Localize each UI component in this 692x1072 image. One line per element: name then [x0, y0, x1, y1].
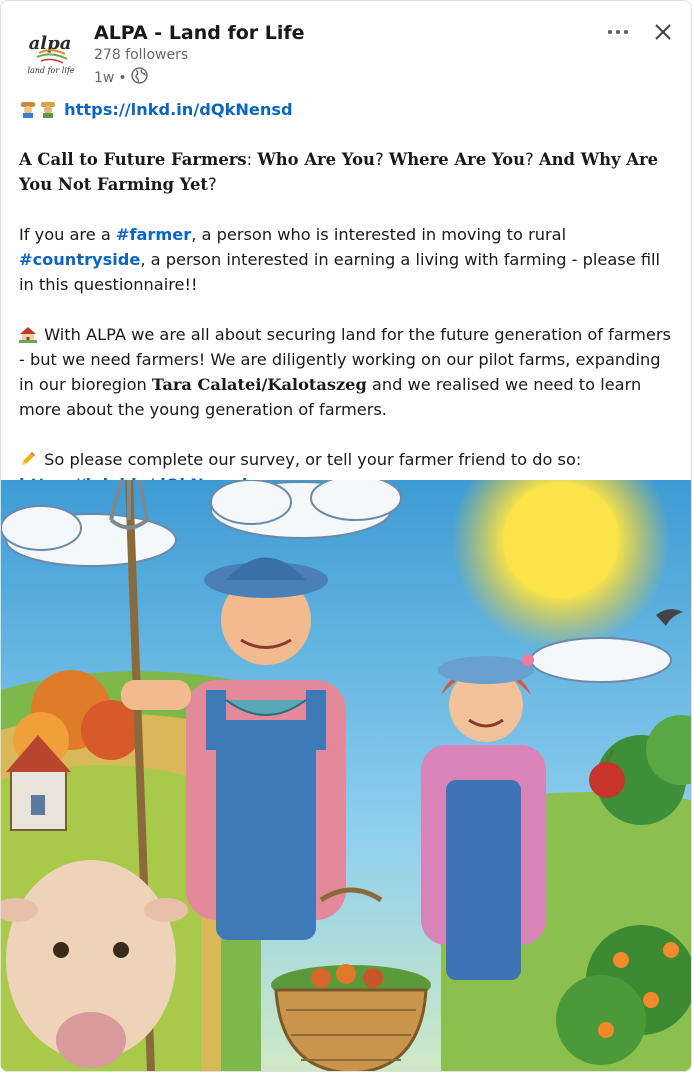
- globe-icon: [131, 67, 148, 88]
- more-horizontal-icon[interactable]: [605, 19, 631, 45]
- farmer-emoji-icon: [19, 100, 37, 118]
- hashtag-farmer[interactable]: #farmer: [115, 225, 192, 244]
- close-icon[interactable]: [651, 19, 675, 45]
- top-link-line: [19, 97, 675, 122]
- post-header: [1, 1, 692, 97]
- org-name[interactable]: ALPA - Land for Life: [94, 22, 305, 44]
- pencil-emoji-icon: [19, 450, 37, 468]
- post-time: 1w: [94, 69, 115, 86]
- para1-text-3: , a person interested in earning a living with farming - please fill in this questionnaire!!: [19, 250, 661, 294]
- top-survey-link[interactable]: https://lnkd.in/dQkNensd: [64, 100, 293, 119]
- headline: [19, 147, 675, 197]
- para1-text-1: If you are a: [19, 225, 116, 244]
- headline-sep4: ?: [207, 175, 217, 194]
- meta-separator: •: [118, 69, 127, 86]
- para2-text-1: With ALPA we are all about securing land for the future generation of farmers - but we need farmers! We are diligently working on our pilot farms, expanding in our bioregion: [19, 325, 671, 394]
- post-body: [19, 97, 675, 497]
- headline-sep2: ?: [374, 150, 389, 169]
- follower-count: 278 followers: [94, 47, 189, 63]
- headline-part3: Where Are You: [388, 150, 525, 169]
- post-meta: [94, 67, 148, 88]
- headline-part2: Who Are You: [257, 150, 375, 169]
- headline-part4: And Why Are You Not Farming Yet: [19, 150, 659, 194]
- paragraph-2: [19, 322, 675, 422]
- headline-part1: A Call to Future Farmers: [19, 150, 247, 169]
- para3-text: So please complete our survey, or tell your farmer friend to do so:: [39, 450, 582, 469]
- house-emoji-icon: [19, 325, 37, 343]
- para2-text-2: and we realised we need to learn more about the young generation of farmers.: [19, 375, 642, 419]
- svg-text:alpa: alpa: [28, 33, 72, 54]
- org-logo[interactable]: [21, 23, 81, 83]
- headline-sep3: ?: [525, 150, 539, 169]
- paragraph-1: [19, 222, 675, 297]
- para1-text-2: , a person who is interested in moving to rural: [191, 225, 567, 244]
- headline-sep1: :: [246, 150, 258, 169]
- hashtag-countryside[interactable]: #countryside: [19, 250, 141, 269]
- bioregion-name: Tara Calatei/Kalotaszeg: [151, 375, 367, 394]
- post-image[interactable]: [1, 480, 692, 1072]
- farmer-emoji-2-icon: [39, 100, 57, 118]
- svg-text:land for life: land for life: [27, 66, 75, 75]
